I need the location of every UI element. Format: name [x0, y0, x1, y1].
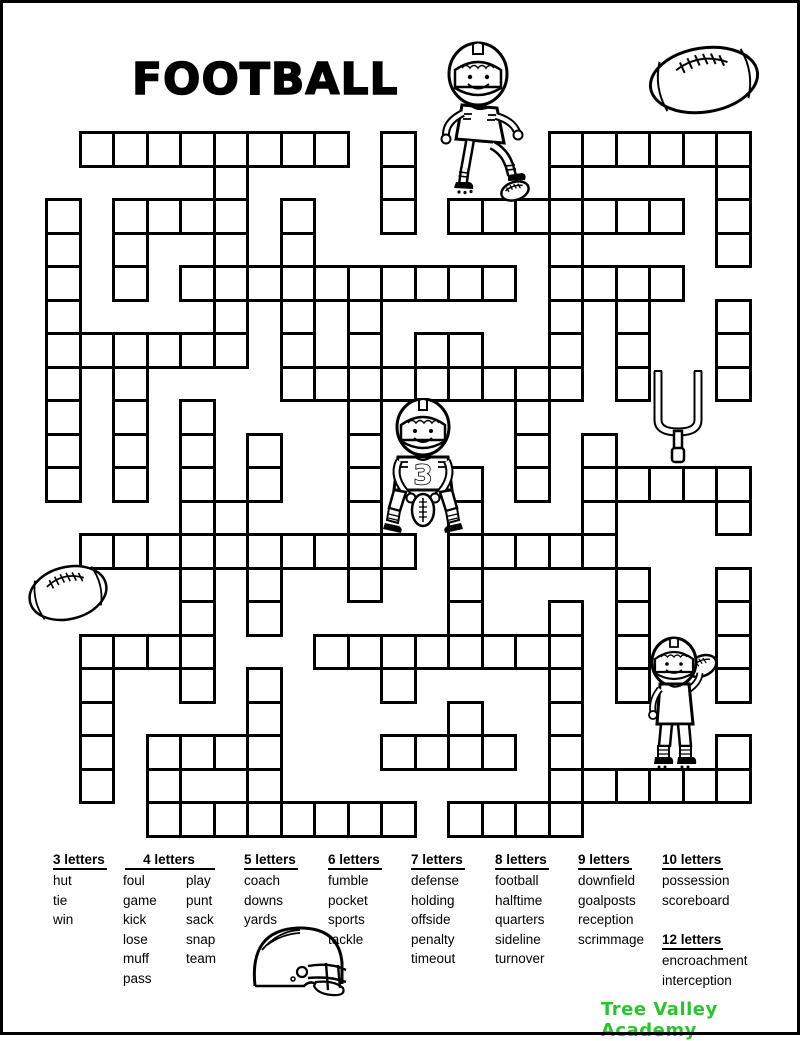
grid-cell[interactable] [682, 768, 719, 805]
grid-cell[interactable] [380, 131, 417, 168]
word-item: win [53, 912, 74, 928]
grid-cell[interactable] [280, 366, 317, 403]
grid-cell[interactable] [45, 366, 82, 403]
grid-cell[interactable] [79, 634, 116, 671]
grid-cell[interactable] [246, 734, 283, 771]
grid-cell[interactable] [380, 198, 417, 235]
word-item: timeout [411, 951, 456, 967]
word-item: reception [578, 912, 634, 928]
grid-cell[interactable] [648, 466, 685, 503]
grid-cell[interactable] [347, 299, 384, 336]
grid-cell[interactable] [179, 801, 216, 838]
grid-cell[interactable] [213, 265, 250, 302]
word-item: scoreboard [662, 892, 730, 908]
word-item: defense [411, 873, 460, 888]
grid-cell[interactable] [213, 801, 250, 838]
grid-cell[interactable] [615, 600, 652, 637]
word-group-label: 8 letters [495, 852, 549, 870]
grid-cell[interactable] [280, 232, 317, 269]
grid-cell[interactable] [313, 634, 350, 671]
grid-cell[interactable] [146, 198, 183, 235]
grid-cell[interactable] [112, 198, 149, 235]
grid-cell[interactable] [715, 299, 752, 336]
grid-cell[interactable] [548, 734, 585, 771]
grid-cell[interactable] [213, 232, 250, 269]
grid-cell[interactable] [45, 332, 82, 369]
grid-cell[interactable] [246, 801, 283, 838]
football-player-sitting-icon [383, 398, 463, 538]
word-group-label: 9 letters [578, 852, 632, 870]
grid-cell[interactable] [246, 768, 283, 805]
word-group-label: 6 letters [328, 852, 382, 870]
grid-cell[interactable] [414, 634, 451, 671]
grid-cell[interactable] [146, 332, 183, 369]
word-group-label: 7 letters [411, 852, 465, 870]
grid-cell[interactable] [246, 667, 283, 704]
grid-cell[interactable] [715, 232, 752, 269]
grid-cell[interactable] [146, 533, 183, 570]
grid-cell[interactable] [581, 466, 618, 503]
word-item: scrimmage [578, 931, 645, 947]
grid-cell[interactable] [179, 131, 216, 168]
grid-cell[interactable] [715, 198, 752, 235]
grid-cell[interactable] [246, 131, 283, 168]
word-item: punt [186, 892, 213, 908]
grid-cell[interactable] [581, 500, 618, 537]
grid-cell[interactable] [615, 131, 652, 168]
football-player-catching-icon [642, 636, 720, 772]
grid-cell[interactable] [548, 299, 585, 336]
grid-cell[interactable] [246, 567, 283, 604]
grid-cell[interactable] [380, 634, 417, 671]
grid-cell[interactable] [715, 500, 752, 537]
grid-cell[interactable] [112, 131, 149, 168]
grid-cell[interactable] [615, 299, 652, 336]
grid-cell[interactable] [280, 332, 317, 369]
grid-cell[interactable] [682, 466, 719, 503]
word-group-label: 10 letters [662, 852, 723, 870]
grid-cell[interactable] [514, 433, 551, 470]
grid-cell[interactable] [347, 634, 384, 671]
grid-cell[interactable] [213, 500, 250, 537]
grid-cell[interactable] [280, 131, 317, 168]
grid-cell[interactable] [514, 801, 551, 838]
grid-cell[interactable] [548, 131, 585, 168]
word-item: yards [244, 912, 278, 928]
grid-cell[interactable] [146, 131, 183, 168]
word-item: tackle [328, 931, 364, 947]
grid-cell[interactable] [715, 600, 752, 637]
grid-cell[interactable] [447, 332, 484, 369]
grid-cell[interactable] [179, 533, 216, 570]
grid-cell[interactable] [648, 768, 685, 805]
grid-cell[interactable] [648, 131, 685, 168]
grid-cell[interactable] [481, 265, 518, 302]
grid-cell[interactable] [414, 265, 451, 302]
grid-cell[interactable] [715, 366, 752, 403]
grid-cell[interactable] [179, 667, 216, 704]
grid-cell[interactable] [112, 533, 149, 570]
grid-cell[interactable] [347, 533, 384, 570]
page-title: FOOTBALL [132, 54, 399, 105]
grid-cell[interactable] [581, 433, 618, 470]
word-item: goalposts [578, 892, 636, 908]
grid-cell[interactable] [213, 332, 250, 369]
grid-cell[interactable] [514, 634, 551, 671]
grid-cell[interactable] [447, 366, 484, 403]
grid-cell[interactable] [146, 801, 183, 838]
grid-cell[interactable] [45, 265, 82, 302]
grid-cell[interactable] [447, 734, 484, 771]
grid-cell[interactable] [79, 701, 116, 738]
grid-cell[interactable] [514, 466, 551, 503]
word-item: tie [53, 892, 68, 908]
word-item: muff [123, 951, 150, 967]
grid-cell[interactable] [79, 332, 116, 369]
grid-cell[interactable] [615, 768, 652, 805]
grid-cell[interactable] [447, 265, 484, 302]
grid-cell[interactable] [347, 500, 384, 537]
grid-cell[interactable] [347, 366, 384, 403]
grid-cell[interactable] [347, 332, 384, 369]
word-item: halftime [495, 892, 543, 908]
grid-cell[interactable] [179, 734, 216, 771]
grid-cell[interactable] [179, 399, 216, 436]
grid-cell[interactable] [280, 198, 317, 235]
word-item: sideline [495, 931, 541, 947]
word-group-label: 5 letters [244, 852, 298, 870]
grid-cell[interactable] [213, 533, 250, 570]
word-item: pocket [328, 892, 368, 908]
grid-cell[interactable] [715, 567, 752, 604]
footer-brand: Tree Valley Academy [601, 999, 718, 1041]
word-item: penalty [411, 931, 455, 947]
grid-cell[interactable] [447, 600, 484, 637]
grid-cell[interactable] [581, 265, 618, 302]
grid-cell[interactable] [79, 768, 116, 805]
grid-cell[interactable] [615, 332, 652, 369]
word-item: encroachment [662, 953, 748, 968]
grid-cell[interactable] [347, 466, 384, 503]
football-icon [641, 33, 767, 126]
grid-cell[interactable] [45, 399, 82, 436]
grid-cell[interactable] [213, 165, 250, 202]
grid-cell[interactable] [548, 667, 585, 704]
word-item: offside [411, 912, 451, 928]
grid-cell[interactable] [313, 533, 350, 570]
grid-cell[interactable] [615, 567, 652, 604]
grid-cell[interactable] [447, 701, 484, 738]
grid-cell[interactable] [548, 332, 585, 369]
grid-cell[interactable] [447, 533, 484, 570]
word-item: football [495, 873, 539, 888]
grid-cell[interactable] [481, 801, 518, 838]
word-group-label: 4 letters [125, 852, 215, 870]
grid-cell[interactable] [581, 533, 618, 570]
grid-cell[interactable] [280, 265, 317, 302]
grid-cell[interactable] [347, 801, 384, 838]
grid-cell[interactable] [481, 734, 518, 771]
grid-cell[interactable] [380, 533, 417, 570]
grid-cell[interactable] [347, 567, 384, 604]
grid-cell[interactable] [548, 366, 585, 403]
grid-cell[interactable] [112, 265, 149, 302]
grid-cell[interactable] [280, 801, 317, 838]
grid-cell[interactable] [615, 466, 652, 503]
grid-cell[interactable] [347, 433, 384, 470]
grid-cell[interactable] [648, 265, 685, 302]
word-item: play [186, 873, 211, 888]
grid-cell[interactable] [347, 265, 384, 302]
word-item: kick [123, 912, 147, 928]
grid-cell[interactable] [45, 198, 82, 235]
grid-cell[interactable] [112, 634, 149, 671]
grid-cell[interactable] [380, 366, 417, 403]
grid-cell[interactable] [45, 433, 82, 470]
grid-cell[interactable] [514, 366, 551, 403]
grid-cell[interactable] [112, 399, 149, 436]
word-item: foul [123, 873, 145, 888]
grid-cell[interactable] [548, 600, 585, 637]
grid-cell[interactable] [514, 399, 551, 436]
grid-cell[interactable] [581, 198, 618, 235]
grid-cell[interactable] [548, 198, 585, 235]
grid-cell[interactable] [380, 165, 417, 202]
grid-cell[interactable] [45, 466, 82, 503]
grid-cell[interactable] [179, 500, 216, 537]
grid-cell[interactable] [648, 198, 685, 235]
goalpost-icon [650, 368, 706, 466]
grid-cell[interactable] [179, 567, 216, 604]
grid-cell[interactable] [79, 734, 116, 771]
word-item: quarters [495, 912, 545, 928]
grid-cell[interactable] [414, 734, 451, 771]
grid-cell[interactable] [213, 198, 250, 235]
grid-cell[interactable] [548, 265, 585, 302]
grid-cell[interactable] [313, 801, 350, 838]
grid-cell[interactable] [380, 801, 417, 838]
grid-cell[interactable] [45, 232, 82, 269]
word-item: coach [244, 873, 281, 888]
grid-cell[interactable] [447, 567, 484, 604]
grid-cell[interactable] [146, 634, 183, 671]
grid-cell[interactable] [313, 265, 350, 302]
grid-cell[interactable] [548, 232, 585, 269]
word-item: turnover [495, 951, 545, 967]
grid-cell[interactable] [179, 600, 216, 637]
word-item: team [186, 951, 217, 967]
word-group-label: 12 letters [662, 932, 723, 950]
grid-cell[interactable] [79, 131, 116, 168]
grid-cell[interactable] [112, 332, 149, 369]
grid-cell[interactable] [715, 466, 752, 503]
grid-cell[interactable] [112, 433, 149, 470]
grid-cell[interactable] [715, 768, 752, 805]
grid-cell[interactable] [380, 265, 417, 302]
word-group-label: 3 letters [53, 852, 107, 870]
word-item: downs [244, 892, 284, 908]
grid-cell[interactable] [715, 131, 752, 168]
grid-cell[interactable] [246, 600, 283, 637]
grid-cell[interactable] [581, 768, 618, 805]
grid-cell[interactable] [414, 366, 451, 403]
grid-cell[interactable] [246, 466, 283, 503]
grid-cell[interactable] [615, 198, 652, 235]
grid-cell[interactable] [447, 634, 484, 671]
grid-cell[interactable] [179, 466, 216, 503]
word-item: hut [53, 873, 72, 888]
grid-cell[interactable] [615, 366, 652, 403]
word-item: sack [186, 912, 214, 928]
football-icon [20, 553, 117, 633]
grid-cell[interactable] [581, 131, 618, 168]
grid-cell[interactable] [447, 801, 484, 838]
grid-cell[interactable] [313, 366, 350, 403]
grid-cell[interactable] [548, 768, 585, 805]
word-item: pass [123, 971, 152, 986]
grid-cell[interactable] [112, 366, 149, 403]
grid-cell[interactable] [246, 701, 283, 738]
word-item: downfield [578, 873, 636, 888]
grid-cell[interactable] [179, 198, 216, 235]
grid-cell[interactable] [548, 533, 585, 570]
svg-text:3: 3 [413, 460, 433, 491]
grid-cell[interactable] [112, 466, 149, 503]
grid-cell[interactable] [548, 634, 585, 671]
grid-cell[interactable] [682, 131, 719, 168]
grid-cell[interactable] [179, 332, 216, 369]
word-item: lose [123, 931, 148, 947]
grid-cell[interactable] [715, 165, 752, 202]
word-item: interception [662, 972, 732, 988]
grid-cell[interactable] [213, 734, 250, 771]
grid-cell[interactable] [179, 265, 216, 302]
grid-cell[interactable] [45, 299, 82, 336]
grid-cell[interactable] [179, 433, 216, 470]
grid-cell[interactable] [548, 801, 585, 838]
grid-cell[interactable] [715, 667, 752, 704]
grid-cell[interactable] [280, 299, 317, 336]
grid-cell[interactable] [246, 433, 283, 470]
grid-cell[interactable] [380, 667, 417, 704]
grid-cell[interactable] [414, 332, 451, 369]
grid-cell[interactable] [146, 768, 183, 805]
grid-cell[interactable] [481, 366, 518, 403]
grid-cell[interactable] [481, 533, 518, 570]
grid-cell[interactable] [380, 734, 417, 771]
grid-cell[interactable] [313, 131, 350, 168]
grid-cell[interactable] [347, 399, 384, 436]
grid-cell[interactable] [79, 667, 116, 704]
grid-cell[interactable] [246, 265, 283, 302]
word-item: game [123, 892, 157, 908]
grid-cell[interactable] [548, 165, 585, 202]
grid-cell[interactable] [112, 232, 149, 269]
word-item: possession [662, 873, 730, 888]
grid-cell[interactable] [246, 533, 283, 570]
word-item: fumble [328, 873, 369, 888]
grid-cell[interactable] [280, 533, 317, 570]
grid-cell[interactable] [213, 299, 250, 336]
grid-cell[interactable] [548, 701, 585, 738]
grid-cell[interactable] [715, 634, 752, 671]
grid-cell[interactable] [715, 332, 752, 369]
grid-cell[interactable] [715, 734, 752, 771]
grid-cell[interactable] [481, 634, 518, 671]
grid-cell[interactable] [146, 734, 183, 771]
grid-cell[interactable] [213, 131, 250, 168]
word-item: snap [186, 931, 216, 947]
word-item: sports [328, 912, 365, 928]
grid-cell[interactable] [514, 533, 551, 570]
word-item: holding [411, 892, 455, 908]
grid-cell[interactable] [179, 634, 216, 671]
football-player-running-icon [418, 34, 540, 204]
grid-cell[interactable] [615, 265, 652, 302]
